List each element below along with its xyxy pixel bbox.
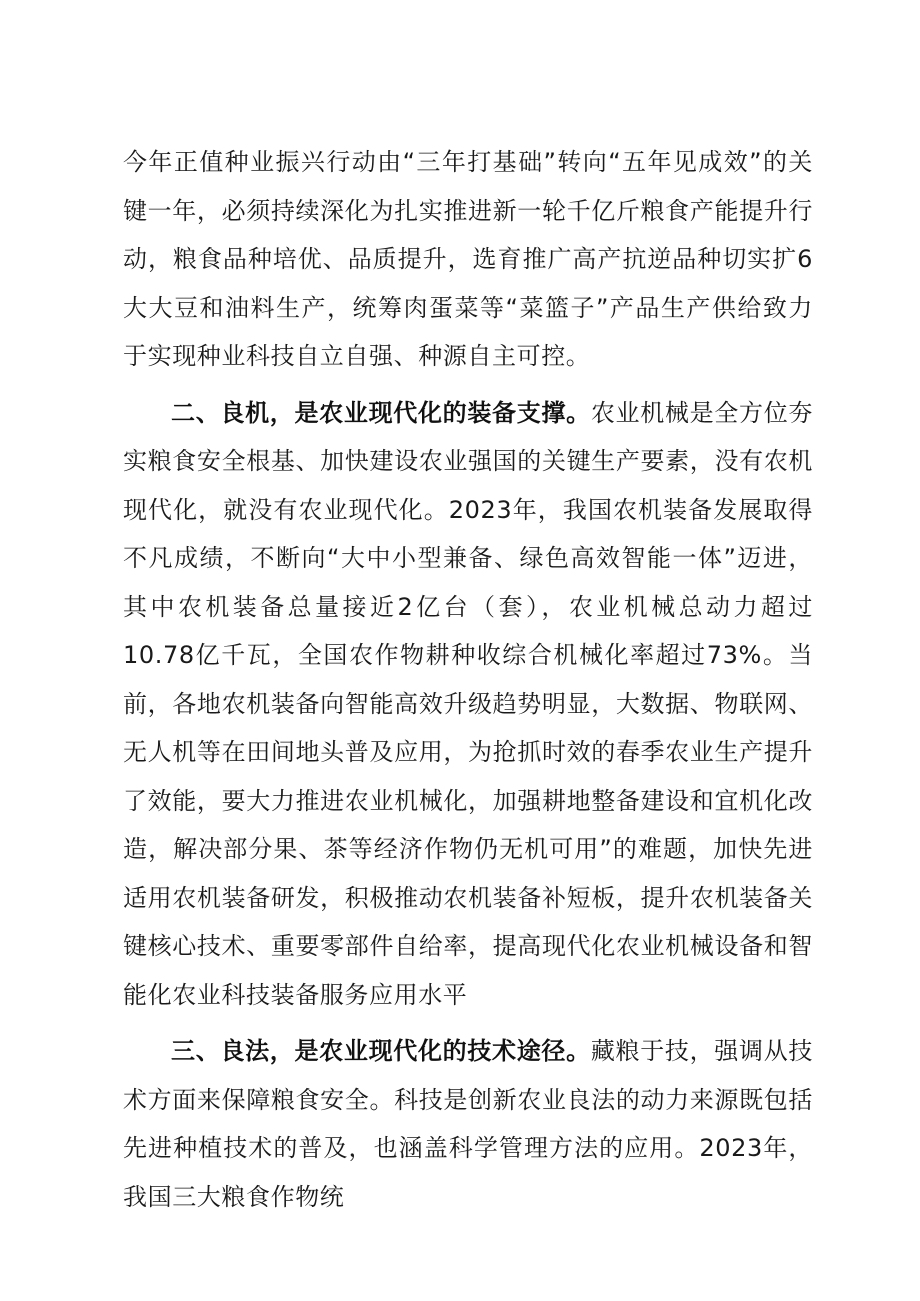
paragraph-body: 今年正值种业振兴行动由“三年打基础”转向“五年见成效”的关键一年，必须持续深化为扎实推进新一轮千亿斤粮食产能提升行动，粮食品种培优、品质提升，选育推广高产抗逆品种切实扩6大大豆和油料生产，统筹肉蛋菜等“菜篮子”产品生产供给致力于实现种业科技自立自强、种源自主可控。: [123, 148, 813, 370]
paragraph-body: 藏粮于技，强调从技术方面来保障粮食安全。科技是创新农业良法的动力来源既包括先进种植技术的普及，也涵盖科学管理方法的应用。2023年，我国三大粮食作物统: [123, 1037, 813, 1211]
section-heading-technology: 三、良法，是农业现代化的技术途径。: [171, 1037, 591, 1065]
paragraph-machinery: [123, 389, 813, 1020]
section-heading-machinery: 二、良机，是农业现代化的装备支撑。: [171, 398, 591, 427]
paragraph-seed-industry: [123, 138, 813, 381]
paragraph-technology: [123, 1027, 813, 1221]
document-body: [123, 138, 813, 1229]
paragraph-body: 农业机械是全方位夯实粮食安全根基、加快建设农业强国的关键生产要素，没有农机现代化，就没有农业现代化。2023年，我国农机装备发展取得不凡成绩，不断向“大中小型兼备、绿色高效智能一体”迈进，其中农机装备总量接近2亿台（套），农业机械总动力超过10.78亿千瓦，全国农作物耕种收综合机械化率超过73%。当前，各地农机装备向智能高效升级趋势明显，大数据、物联网、无人机等在田间地头普及应用，为抢抓时效的春季农业生产提升了效能，要大力推进农业机械化，加强耕地整备建设和宜机化改造，解决部分果、茶等经济作物仍无机可用”的难题，加快先进适用农机装备研发，积极推动农机装备补短板，提升农机装备关键核心技术、重要零部件自给率，提高现代化农业机械设备和智能化农业科技装备服务应用水平: [123, 398, 813, 1009]
